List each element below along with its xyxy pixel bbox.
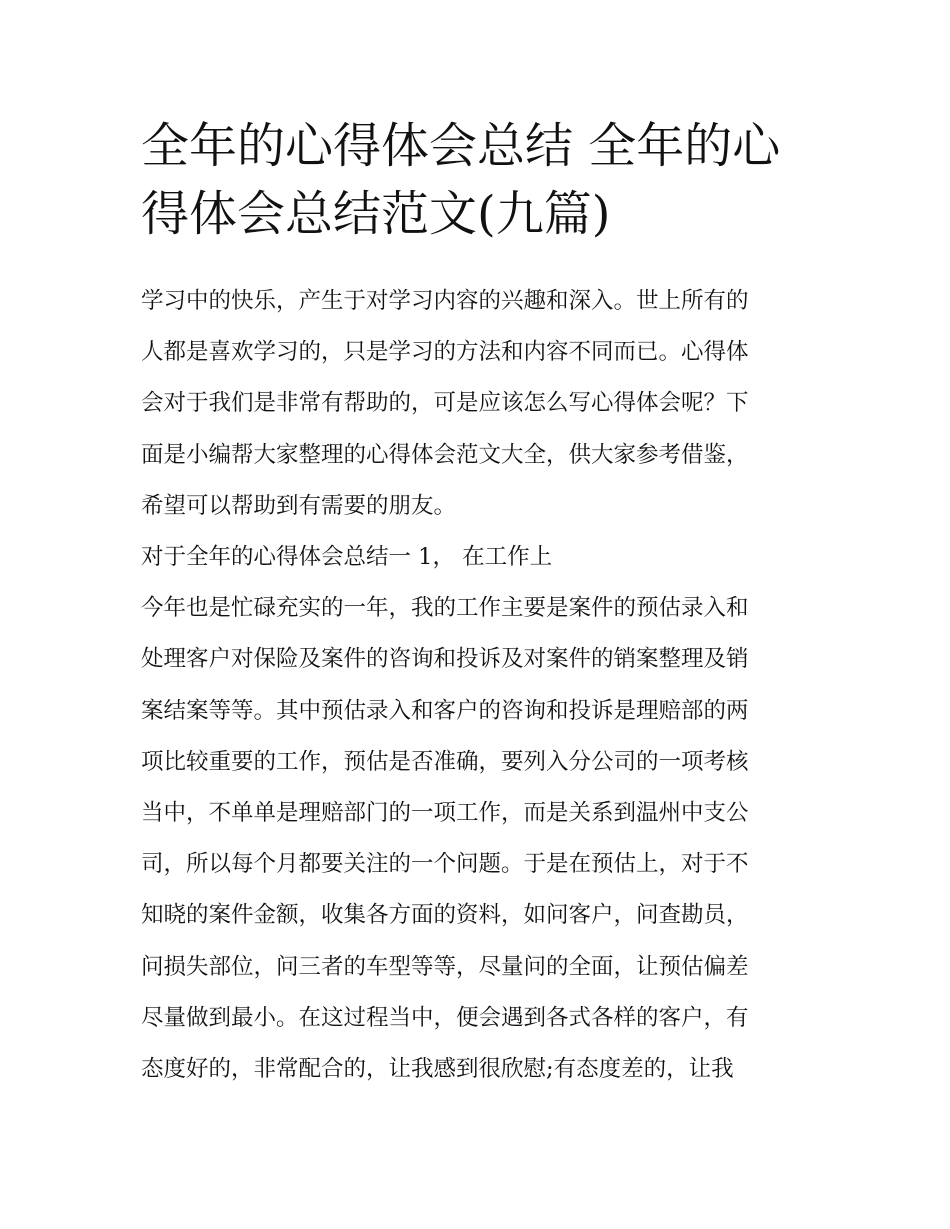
intro-paragraph: 学习中的快乐，产生于对学习内容的兴趣和深入。世上所有的 人都是喜欢学习的，只是学习的方法和内容不同而已。心得体 会对于我们是非常有帮助的，可是应该怎么写心得体会呢？下 面是小编帮大家整理的心得体会范文大全，供大家参考借鉴， 希望可以帮助到有需要的朋友。 bbox=[141, 288, 749, 519]
document-title: 全年的心得体会总结 全年的心 得体会总结范文(九篇) bbox=[141, 118, 781, 242]
section-heading: 对于全年的心得体会总结一 1， 在工作上 bbox=[141, 544, 553, 571]
section-body-paragraph: 今年也是忙碌充实的一年，我的工作主要是案件的预估录入和 处理客户对保险及案件的咨询和投诉及对案件的销案整理及销 案结案等等。其中预估录入和客户的咨询和投诉是理赔部的两 项比较重要的工作，预估是否准确，要列入分公司的一项考核 当中，不单单是理赔部门的一项工作，而是关系到温州中支公 司，所以每个月都要关注的一个问题。于是在预估上，对于不 知晓的案件金额，收集各方面的资料，如问客户，问查勘员， 问损失部位，问三者的车型等等，尽量问的全面，让预估偏差 尽量做到最小。在这过程当中，便会遇到各式各样的客户，有 态度好的，非常配合的，让我感到很欣慰;有态度差的，让我 bbox=[141, 595, 749, 1083]
document-content bbox=[141, 112, 813, 1095]
